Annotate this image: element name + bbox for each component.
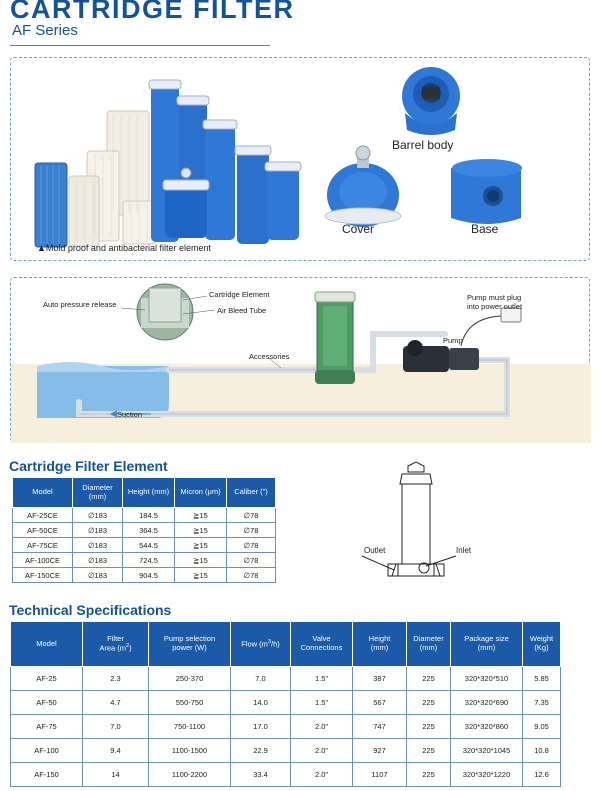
table-row bbox=[13, 553, 276, 568]
cell: 387 bbox=[353, 667, 407, 691]
cell: 225 bbox=[407, 763, 451, 787]
table-row bbox=[11, 739, 561, 763]
spec-table bbox=[10, 621, 561, 787]
cell: 904.5 bbox=[123, 568, 175, 583]
cell: 17.0 bbox=[231, 715, 291, 739]
element-table-header-row bbox=[13, 478, 276, 508]
col-micron: Micron (μm) bbox=[175, 478, 227, 508]
cell: ∅78 bbox=[227, 508, 276, 523]
table-row bbox=[13, 538, 276, 553]
cell: 927 bbox=[353, 739, 407, 763]
cell: 5.85 bbox=[523, 667, 561, 691]
cell: 225 bbox=[407, 715, 451, 739]
col-diameter: Diameter (mm) bbox=[73, 478, 123, 508]
table-row bbox=[11, 715, 561, 739]
cell: AF-150 bbox=[11, 763, 83, 787]
cell: 9.05 bbox=[523, 715, 561, 739]
table-row bbox=[11, 763, 561, 787]
cell: ≧15 bbox=[175, 523, 227, 538]
table-row bbox=[11, 691, 561, 715]
cell: 22.9 bbox=[231, 739, 291, 763]
suction-label: Suction bbox=[117, 410, 143, 419]
outlet-label: Outlet bbox=[364, 546, 386, 555]
cell: ∅183 bbox=[73, 538, 123, 553]
col-model: Model bbox=[13, 478, 73, 508]
element-table bbox=[12, 477, 276, 583]
cell: 7.0 bbox=[83, 715, 149, 739]
col-package: Package size (mm) bbox=[451, 622, 523, 667]
cell: ∅183 bbox=[73, 568, 123, 583]
cell: 7.35 bbox=[523, 691, 561, 715]
cell: 225 bbox=[407, 667, 451, 691]
cell: ≧15 bbox=[175, 568, 227, 583]
cell: 4.7 bbox=[83, 691, 149, 715]
cell: 550-750 bbox=[149, 691, 231, 715]
cell: 2.0" bbox=[291, 763, 353, 787]
cell: 250-370 bbox=[149, 667, 231, 691]
pump-label: Pump bbox=[443, 336, 463, 345]
cell: 10.8 bbox=[523, 739, 561, 763]
cell: ≧15 bbox=[175, 508, 227, 523]
cell: 320*320*510 bbox=[451, 667, 523, 691]
page-title: CARTRIDGE FILTER bbox=[10, 0, 295, 24]
cell: 9.4 bbox=[83, 739, 149, 763]
cell: 225 bbox=[407, 739, 451, 763]
cell: 1.5" bbox=[291, 667, 353, 691]
col-diameter: Diameter (mm) bbox=[407, 622, 451, 667]
cell: 320*320*690 bbox=[451, 691, 523, 715]
cell: 320*320*1220 bbox=[451, 763, 523, 787]
cell: 1100-2200 bbox=[149, 763, 231, 787]
cell: 320*320*1045 bbox=[451, 739, 523, 763]
cell: 1100-1500 bbox=[149, 739, 231, 763]
cell: 750-1100 bbox=[149, 715, 231, 739]
white-cartridges-image bbox=[35, 111, 155, 247]
cell: 184.5 bbox=[123, 508, 175, 523]
cell: AF-100 bbox=[11, 739, 83, 763]
cell: 1107 bbox=[353, 763, 407, 787]
col-weight: Weight (Kg) bbox=[523, 622, 561, 667]
cell: ∅78 bbox=[227, 538, 276, 553]
pump-plug-label: Pump must plug bbox=[467, 293, 522, 302]
cell: 7.0 bbox=[231, 667, 291, 691]
auto-pressure-label: Auto pressure release bbox=[43, 300, 117, 309]
col-height: Height (mm) bbox=[123, 478, 175, 508]
cell: AF-25CE bbox=[13, 508, 73, 523]
cover-image bbox=[325, 146, 401, 227]
cell: AF-50 bbox=[11, 691, 83, 715]
installation-diagram-panel bbox=[10, 277, 590, 442]
table-row bbox=[13, 508, 276, 523]
page-subtitle: AF Series bbox=[12, 22, 78, 39]
cell: 320*320*860 bbox=[451, 715, 523, 739]
accessories-label: Accessories bbox=[249, 352, 290, 361]
col-caliber: Caliber (") bbox=[227, 478, 276, 508]
spec-table-title: Technical Specifications bbox=[9, 602, 172, 618]
cell: AF-100CE bbox=[13, 553, 73, 568]
cell: 567 bbox=[353, 691, 407, 715]
cell: 14.0 bbox=[231, 691, 291, 715]
cell: 364.5 bbox=[123, 523, 175, 538]
col-flow: Flow $(m^3/h)$ bbox=[231, 622, 291, 667]
col-pump-power: Pump selection power (W) bbox=[149, 622, 231, 667]
filter-element-caption: ▲Mold proof and antibacterial filter element bbox=[37, 243, 211, 253]
base-label: Base bbox=[471, 222, 499, 236]
cell: ∅78 bbox=[227, 523, 276, 538]
cartridge-element-label: Cartridge Element bbox=[209, 290, 270, 299]
cell: 544.5 bbox=[123, 538, 175, 553]
power-outlet-label: into power outlet bbox=[467, 302, 523, 311]
cell: ∅183 bbox=[73, 553, 123, 568]
cell: ∅78 bbox=[227, 568, 276, 583]
cell: 2.0" bbox=[291, 715, 353, 739]
cell: AF-75CE bbox=[13, 538, 73, 553]
col-valve: Valve Connections bbox=[291, 622, 353, 667]
cell: 2.3 bbox=[83, 667, 149, 691]
barrel-body-label: Barrel body bbox=[392, 138, 454, 152]
product-photo-panel bbox=[10, 57, 590, 261]
table-row bbox=[13, 523, 276, 538]
cell: ∅183 bbox=[73, 508, 123, 523]
cell: AF-150CE bbox=[13, 568, 73, 583]
blue-filter-housings-image bbox=[149, 80, 301, 244]
cell: 225 bbox=[407, 691, 451, 715]
cover-label: Cover bbox=[342, 222, 375, 236]
col-model: Model bbox=[11, 622, 83, 667]
base-image bbox=[451, 159, 522, 224]
cell: ≧15 bbox=[175, 538, 227, 553]
cell: 1.5" bbox=[291, 691, 353, 715]
col-filter-area: Filter Area $(m^2)$ bbox=[83, 622, 149, 667]
cell: 747 bbox=[353, 715, 407, 739]
table-row bbox=[11, 667, 561, 691]
table-row bbox=[13, 568, 276, 583]
barrel-body-image bbox=[402, 67, 460, 135]
spec-table-header-row bbox=[11, 622, 561, 667]
cell: 2.0" bbox=[291, 739, 353, 763]
element-table-title: Cartridge Filter Element bbox=[9, 458, 168, 474]
cell: AF-75 bbox=[11, 715, 83, 739]
inlet-label: Inlet bbox=[456, 546, 472, 555]
cell: 12.6 bbox=[523, 763, 561, 787]
filter-outline-drawing bbox=[356, 458, 486, 588]
cell: AF-50CE bbox=[13, 523, 73, 538]
air-bleed-label: Air Bleed Tube bbox=[217, 306, 267, 315]
product-illustration bbox=[11, 58, 591, 262]
cell: 33.4 bbox=[231, 763, 291, 787]
cell: 14 bbox=[83, 763, 149, 787]
pump-image bbox=[403, 340, 479, 372]
col-height: Height (mm) bbox=[353, 622, 407, 667]
title-divider bbox=[10, 45, 270, 46]
cell: ∅183 bbox=[73, 523, 123, 538]
cell: ≧15 bbox=[175, 553, 227, 568]
cell: AF-25 bbox=[11, 667, 83, 691]
cell: 724.5 bbox=[123, 553, 175, 568]
cell: ∅78 bbox=[227, 553, 276, 568]
